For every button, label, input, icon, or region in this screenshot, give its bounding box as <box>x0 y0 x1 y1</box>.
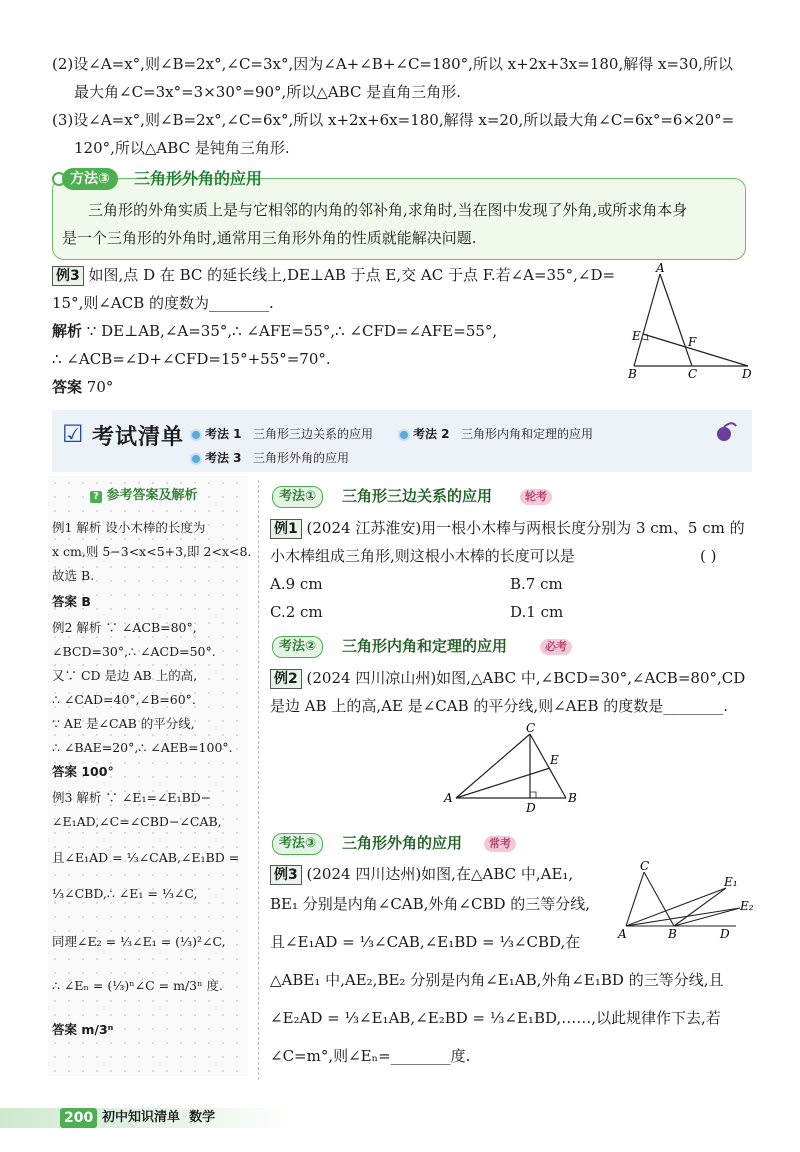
dot-icon <box>190 453 202 465</box>
question-icon: ? <box>90 491 102 503</box>
sec1-title: 三角形三边关系的应用 <box>342 487 493 505</box>
ans-line-1: 例1 解析 设小木棒的长度为 <box>52 520 206 535</box>
sec3-question-6: ∠C=m°,则∠Eₙ=________度. <box>270 1047 471 1065</box>
fig3-label-d: D <box>720 927 730 941</box>
top-line-4: 120°,所以△ABC 是钝角三角形. <box>74 139 290 157</box>
fig2-label-e: E <box>550 753 559 767</box>
ans-line-15: ⅓∠CBD,∴ ∠E₁ = ⅓∠C, <box>52 886 198 901</box>
ans-line-17: ∴ ∠Eₙ = (⅓)ⁿ∠C = m/3ⁿ 度. <box>52 978 223 993</box>
ans-line-11: 答案 100° <box>52 764 114 779</box>
banner-item-1: 考法 1 三角形三边关系的应用 <box>190 426 373 442</box>
sec2-question-2: 是边 AB 上的高,AE 是∠CAB 的平分线,则∠AEB 的度数是________. <box>270 697 729 715</box>
ans-line-16: 同理∠E₂ = ⅓∠E₁ = (⅓)²∠C, <box>52 934 226 949</box>
banner-item-3: 考法 3 三角形外角的应用 <box>190 450 349 466</box>
sec1-question-1: 例1 (2024 江苏淮安)用一根小木棒与两根长度分别为 3 cm、5 cm 的 <box>270 518 745 539</box>
sec1-option-d[interactable]: D.1 cm <box>510 603 564 621</box>
example3-tag: 例3 <box>52 266 84 286</box>
sec2-pill: 考法② <box>272 636 323 658</box>
banner-item-2: 考法 2 三角形内角和定理的应用 <box>398 426 593 442</box>
sec3-question-1: 例3 (2024 四川达州)如图,在△ABC 中,AE₁, <box>270 864 573 885</box>
fig-label-c: C <box>688 367 698 381</box>
example3-q-line-1 <box>52 265 615 286</box>
sec1-badge: 轮考 <box>520 489 552 505</box>
sec2-badge: 必考 <box>540 639 572 655</box>
answer-label: 答案 <box>52 378 83 396</box>
ans-line-4: 答案 B <box>52 594 91 609</box>
example3-analysis-1 <box>52 321 497 341</box>
top-line-2: 最大角∠C=3x°=3×30°=90°,所以△ABC 是直角三角形. <box>74 83 461 101</box>
ans-line-9: ∵ AE 是∠CAB 的平分线, <box>52 716 195 731</box>
sec3-question-5: ∠E₂AD = ⅓∠E₁AB,∠E₂BD = ⅓∠E₁BD,……,以此规律作下去,若 <box>270 1009 721 1027</box>
fig-label-e: E <box>632 329 641 343</box>
fig3-label-b: B <box>668 927 677 941</box>
analysis-label: 解析 <box>52 322 83 340</box>
dot-icon <box>190 429 202 441</box>
answer-value: 70° <box>86 378 114 396</box>
example3-answer <box>52 377 113 397</box>
ans-line-5: 例2 解析 ∵ ∠ACB=80°, <box>52 620 197 635</box>
sec1-option-c[interactable]: C.2 cm <box>270 603 323 621</box>
sec1-question-2: 小木棒组成三角形,则这根小木棒的长度可以是 <box>270 547 575 565</box>
analysis-text: ∵ DE⊥AB,∠A=35°,∴ ∠AFE=55°,∴ ∠CFD=∠AFE=55°, <box>86 322 498 340</box>
dot-icon <box>398 429 410 441</box>
sec3-tag: 例3 <box>270 865 302 885</box>
sec1-answer-paren: ( ) <box>700 547 717 565</box>
fig2-label-d: D <box>526 801 536 814</box>
sec2-title: 三角形内角和定理的应用 <box>342 637 508 655</box>
answers-heading: ? 参考答案及解析 <box>90 484 198 503</box>
sec1-option-a[interactable]: A.9 cm <box>270 575 323 593</box>
top-line-3: (3)设∠A=x°,则∠B=2x°,∠C=6x°,所以 x+2x+6x=180,解得 x=20,所以最大角∠C=6x°=6×20°= <box>52 111 735 129</box>
fig-label-f: F <box>688 335 697 349</box>
fig3-label-e1: E₁ <box>724 875 738 889</box>
fig3-label-c: C <box>640 859 650 873</box>
ans-line-13: ∠E₁AD,∠C=∠CBD−∠CAB, <box>52 814 222 829</box>
ans-line-6: ∠BCD=30°,∴ ∠ACD=50°. <box>52 644 216 659</box>
sec2-tag: 例2 <box>270 669 302 689</box>
footer-text: 初中知识清单 数学 <box>102 1110 216 1125</box>
sec1-tag: 例1 <box>270 519 302 539</box>
sec3-pill: 考法③ <box>272 833 323 855</box>
fig2-label-c: C <box>526 722 536 735</box>
fig3-label-e2: E₂ <box>740 899 754 913</box>
method-tag: 方法③ <box>62 168 118 190</box>
sec2-question-1: 例2 (2024 四川凉山州)如图,△ABC 中,∠BCD=30°,∠ACB=80°,CD <box>270 668 745 689</box>
method-body-1: 三角形的外角实质上是与它相邻的内角的邻补角,求角时,当在图中发现了外角,或所求角本身 <box>88 201 688 219</box>
sec2-figure <box>440 722 590 814</box>
column-divider <box>258 480 259 1080</box>
fig2-label-a: A <box>444 791 453 805</box>
sec3-title: 三角形外角的应用 <box>342 834 463 852</box>
fig-label-b: B <box>628 367 637 381</box>
ans-line-8: ∴ ∠CAD=40°,∠B=60°. <box>52 692 196 707</box>
fig2-label-b: B <box>568 791 577 805</box>
example3-figure <box>620 262 760 382</box>
example3-question-2: 15°,则∠ACB 的度数为________. <box>52 294 274 312</box>
swirl-icon <box>712 416 742 446</box>
fig-label-a: A <box>656 262 665 275</box>
sec1-pill: 考法① <box>272 486 323 508</box>
page-number: 200 <box>60 1108 97 1128</box>
ans-line-3: 故选 B. <box>52 568 95 583</box>
sec3-figure <box>616 858 766 948</box>
method-title: 三角形外角的应用 <box>134 169 263 188</box>
ans-line-7: 又∵ CD 是边 AB 上的高, <box>52 668 198 683</box>
exam-list-title: 考试清单 <box>92 425 185 450</box>
sec3-badge: 常考 <box>484 836 516 852</box>
sec3-question-4: △ABE₁ 中,AE₂,BE₂ 分别是内角∠E₁AB,外角∠E₁BD 的三等分线,且 <box>270 971 724 989</box>
ans-line-18: 答案 m/3ⁿ <box>52 1022 114 1037</box>
example3-question-1: 如图,点 D 在 BC 的延长线上,DE⊥AB 于点 E,交 AC 于点 F.若∠A=35°,∠D= <box>88 266 616 284</box>
checkbox-icon: ☑ <box>62 420 84 448</box>
ans-line-10: ∴ ∠BAE=20°,∴ ∠AEB=100°. <box>52 740 233 755</box>
example3-analysis-2: ∴ ∠ACB=∠D+∠CFD=15°+55°=70°. <box>52 350 331 368</box>
ans-line-12: 例3 解析 ∵ ∠E₁=∠E₁BD− <box>52 790 212 805</box>
top-line-1: (2)设∠A=x°,则∠B=2x°,∠C=3x°,因为∠A+∠B+∠C=180°,所以 x+2x+3x=180,解得 x=30,所以 <box>52 55 733 73</box>
sec3-question-2: BE₁ 分别是内角∠CAB,外角∠CBD 的三等分线, <box>270 895 591 913</box>
method-body-2: 是一个三角形的外角时,通常用三角形外角的性质就能解决问题. <box>62 229 477 247</box>
sec3-question-3: 且∠E₁AD = ⅓∠CAB,∠E₁BD = ⅓∠CBD,在 <box>270 933 581 951</box>
fig-label-d: D <box>742 367 752 381</box>
sec1-option-b[interactable]: B.7 cm <box>510 575 563 593</box>
ans-line-2: x cm,则 5−3<x<5+3,即 2<x<8. <box>52 544 252 559</box>
fig3-label-a: A <box>618 927 627 941</box>
ans-line-14: 且∠E₁AD = ⅓∠CAB,∠E₁BD = <box>52 850 240 865</box>
